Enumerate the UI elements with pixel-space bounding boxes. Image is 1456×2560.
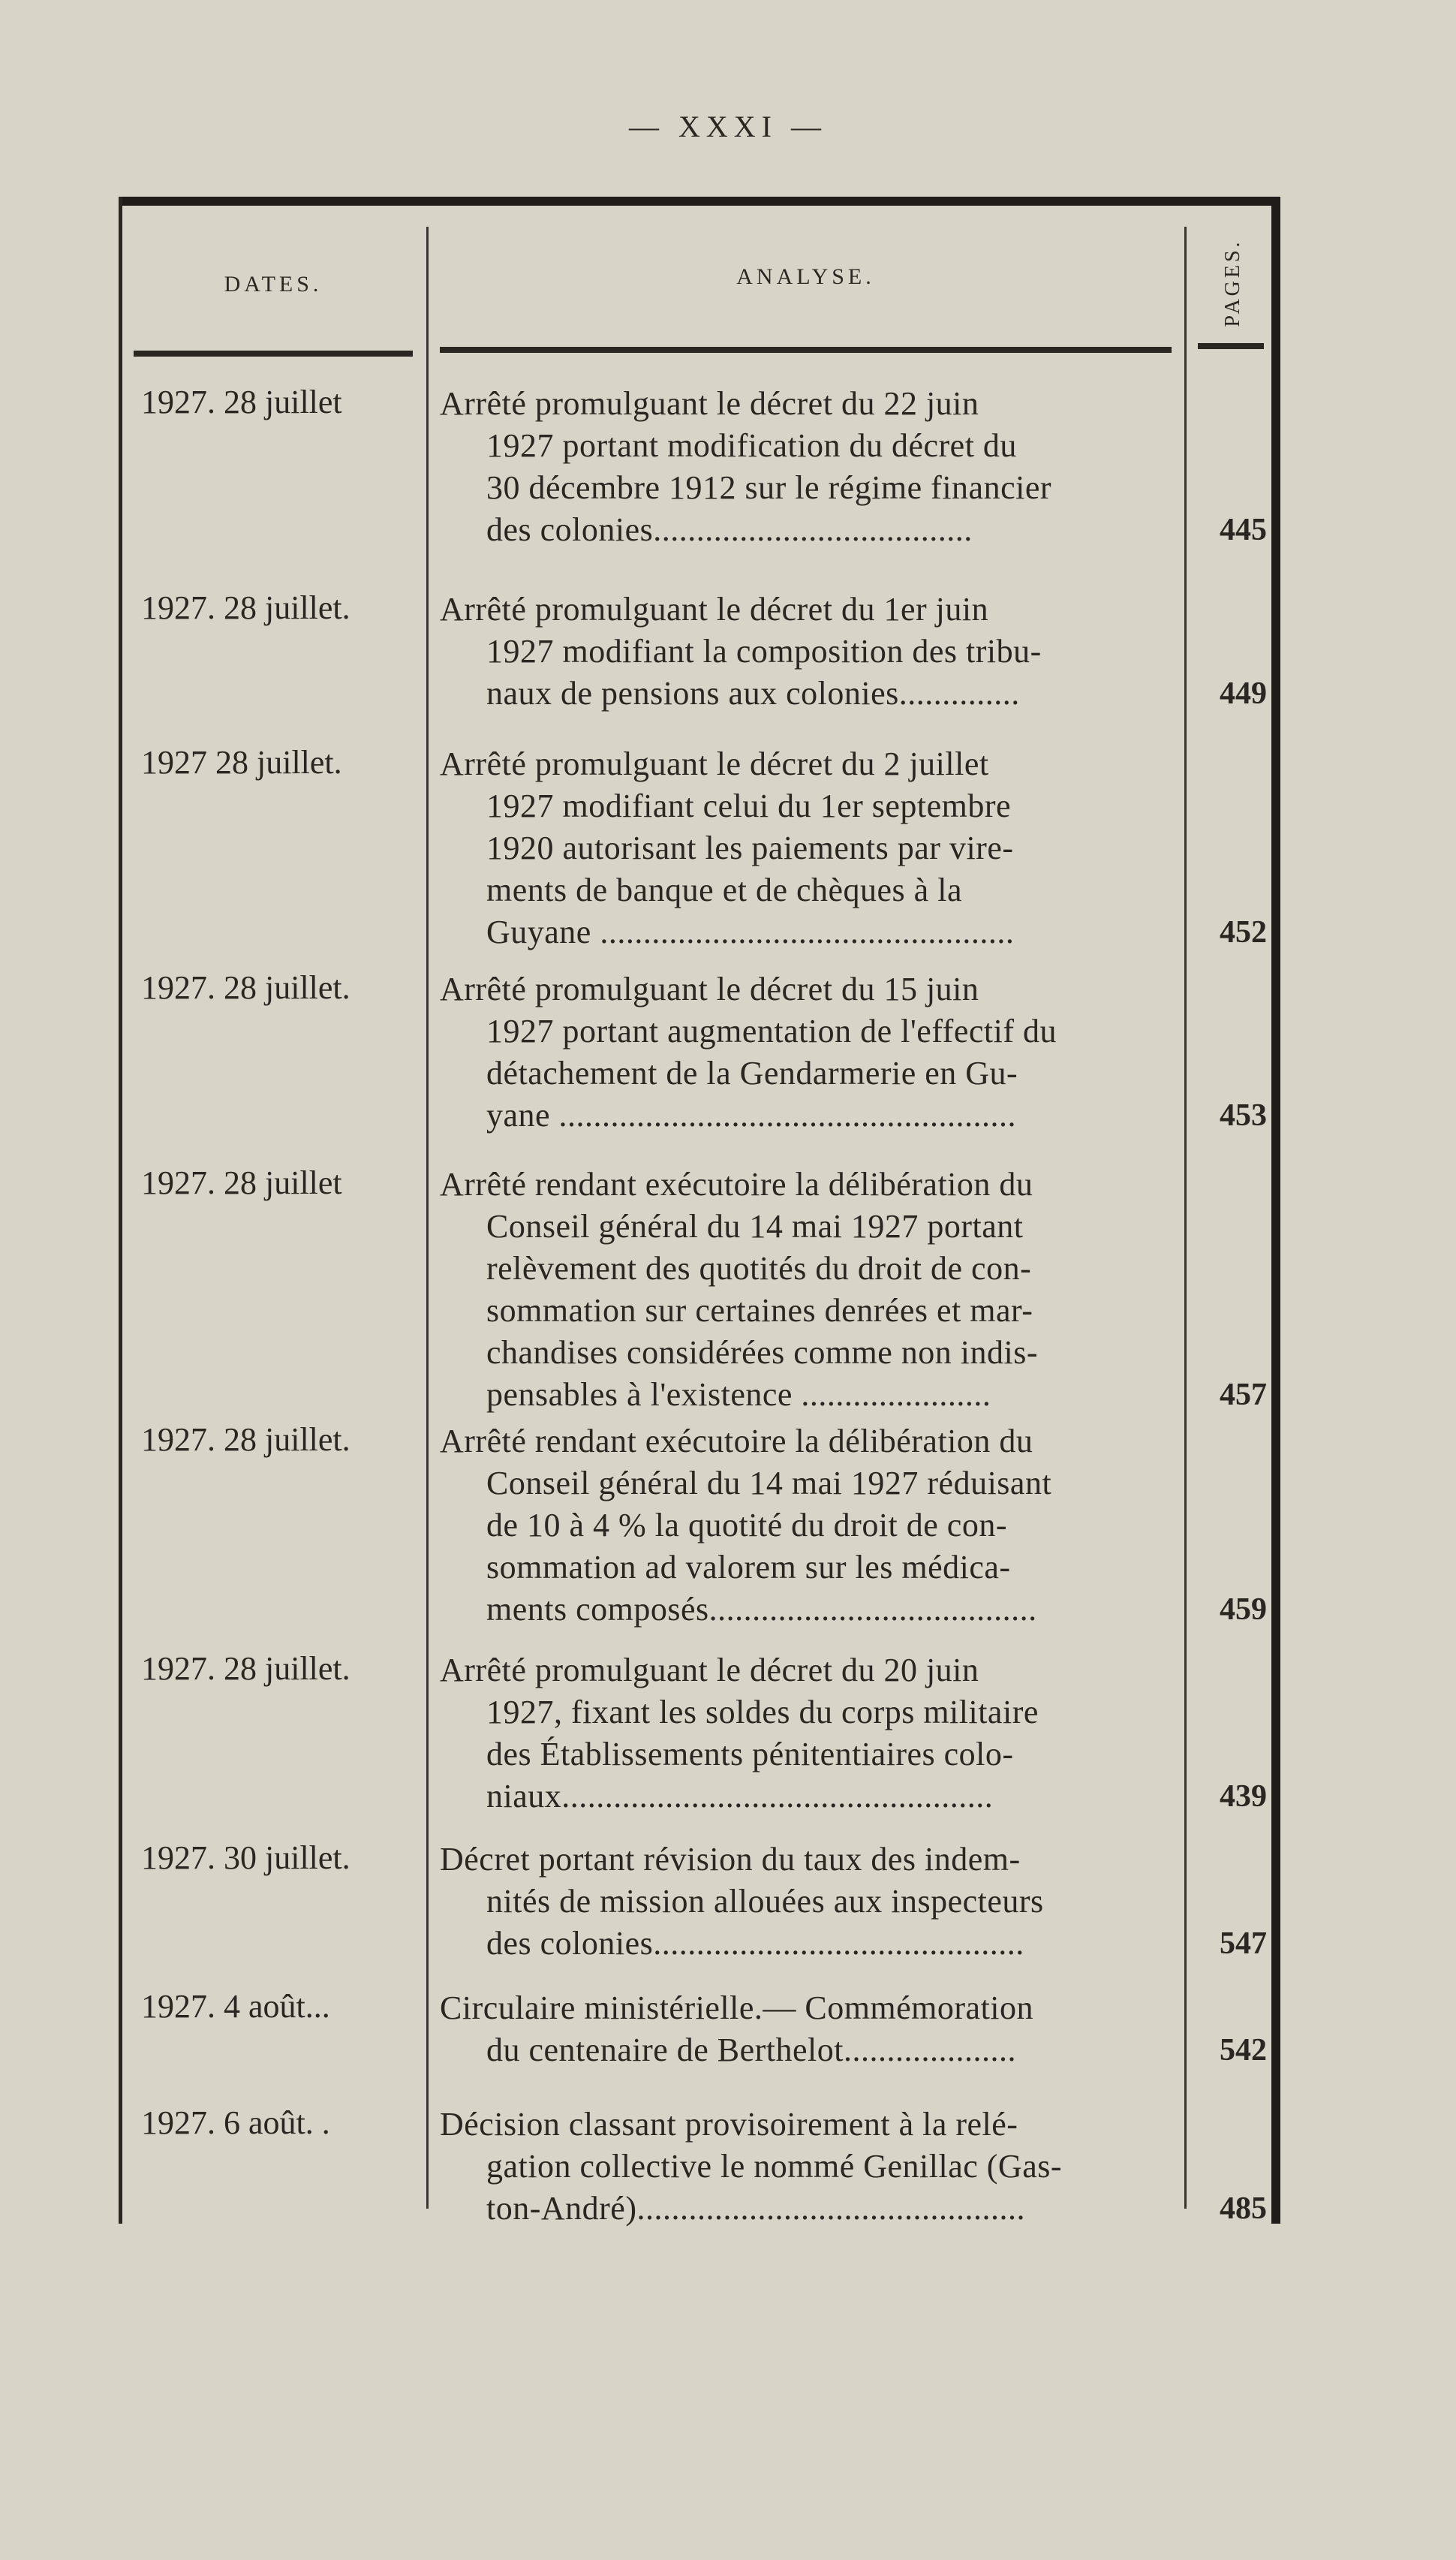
entry-analysis: [440, 2104, 1175, 2230]
column-header-analyse: ANALYSE.: [736, 264, 875, 289]
entry-analysis-line: 1927 modifiant celui du 1er septembre: [486, 788, 1012, 824]
entry-analysis-line: chandises considérées comme non indis-: [486, 1334, 1039, 1371]
entry-page-number: 439: [1220, 1779, 1267, 1814]
table-right-rule: [1271, 197, 1280, 2224]
entry-analysis-line: de 10 à 4 % la quotité du droit de con-: [486, 1507, 1007, 1544]
entry-analysis-line: Arrêté promulguant le décret du 22 juin: [440, 385, 979, 422]
entry-analysis-line: ments de banque et de chèques à la: [486, 872, 962, 908]
entry-date: 1927. 28 juillet.: [141, 1421, 350, 1458]
page-number: — XXXI —: [629, 110, 827, 143]
entry-analysis-line: naux de pensions aux colonies..............: [486, 675, 1020, 712]
entry-analysis-line: détachement de la Gendarmerie en Gu-: [486, 1055, 1018, 1092]
entry-date: 1927. 28 juillet.: [141, 589, 350, 626]
entry-analysis-line: Arrêté rendant exécutoire la délibération du: [440, 1423, 1033, 1459]
entry-page-number: 449: [1220, 676, 1267, 711]
entry-analysis-line: Conseil général du 14 mai 1927 réduisant: [486, 1465, 1052, 1501]
column-header-pages: [1207, 230, 1259, 336]
entry-analysis-line: niaux..................................................: [486, 1778, 994, 1815]
entry-analysis-line: du centenaire de Berthelot....................: [486, 2031, 1017, 2068]
entry-date: 1927. 28 juillet: [141, 384, 342, 420]
header-rule-dates: [134, 351, 413, 357]
entry-analysis-line: gation collective le nommé Genillac (Gas-: [486, 2148, 1062, 2185]
entry-analysis-line: Décret portant révision du taux des indem-: [440, 1841, 1021, 1878]
entry-analysis-line: pensables à l'existence ......................: [486, 1376, 991, 1413]
column-divider-dates: [426, 227, 429, 2209]
entry-analysis: [440, 1987, 1175, 2071]
entry-page-number: 542: [1220, 2033, 1267, 2068]
entry-analysis: [440, 1420, 1175, 1631]
entry-page-number: 457: [1220, 1378, 1267, 1412]
entry-analysis-line: Conseil général du 14 mai 1927 portant: [486, 1208, 1024, 1245]
entry-analysis-line: Guyane ................................................: [486, 914, 1015, 950]
column-header-pages-label: PAGES.: [1221, 239, 1244, 327]
entry-analysis-line: Arrêté promulguant le décret du 15 juin: [440, 971, 979, 1007]
entry-analysis-line: yane .....................................................: [486, 1097, 1017, 1134]
entry-page-number: 453: [1220, 1098, 1267, 1133]
entry-date: 1927. 6 août. .: [141, 2104, 330, 2141]
entry-analysis: [440, 589, 1175, 715]
table-top-rule: [119, 197, 1280, 206]
entry-analysis-line: Arrêté promulguant le décret du 2 juillet: [440, 745, 989, 782]
entry-analysis-line: nités de mission allouées aux inspecteurs: [486, 1883, 1044, 1920]
entry-page-number: 459: [1220, 1592, 1267, 1627]
table-left-rule: [119, 197, 122, 2224]
entry-analysis-line: Circulaire ministérielle.— Commémoration: [440, 1989, 1034, 2026]
column-header-dates: DATES.: [224, 272, 323, 297]
entry-analysis-line: des colonies...........................................: [486, 1925, 1024, 1962]
header-rule-analyse: [440, 347, 1172, 353]
entry-analysis-line: 1927 portant modification du décret du: [486, 427, 1017, 464]
entry-analysis-line: des Établissements pénitentiaires colo-: [486, 1736, 1014, 1772]
entry-page-number: 547: [1220, 1926, 1267, 1961]
entry-analysis-line: 1920 autorisant les paiements par vire-: [486, 830, 1014, 866]
entry-analysis: [440, 383, 1175, 551]
index-table: [119, 197, 1280, 2227]
entry-date: 1927. 4 août...: [141, 1988, 330, 2025]
entry-analysis-line: Arrêté promulguant le décret du 1er juin: [440, 591, 989, 628]
entry-analysis-line: 1927 portant augmentation de l'effectif du: [486, 1013, 1057, 1050]
entry-page-number: 452: [1220, 915, 1267, 950]
entry-date: 1927 28 juillet.: [141, 744, 342, 781]
entry-page-number: 445: [1220, 513, 1267, 547]
entry-analysis-line: sommation ad valorem sur les médica-: [486, 1549, 1011, 1586]
entry-analysis-line: des colonies.....................................: [486, 511, 973, 548]
entry-analysis: [440, 968, 1175, 1137]
entry-date: 1927. 30 juillet.: [141, 1839, 350, 1876]
entry-date: 1927. 28 juillet.: [141, 969, 350, 1006]
entry-analysis-line: relèvement des quotités du droit de con-: [486, 1250, 1032, 1287]
entry-analysis: [440, 1164, 1175, 1416]
entry-analysis: [440, 743, 1175, 953]
entry-analysis-line: Arrêté rendant exécutoire la délibération du: [440, 1166, 1033, 1203]
entry-page-number: 485: [1220, 2191, 1267, 2226]
header-rule-pages: [1198, 343, 1264, 349]
column-divider-pages: [1184, 227, 1187, 2209]
entry-date: 1927. 28 juillet.: [141, 1650, 350, 1687]
entry-analysis-line: Arrêté promulguant le décret du 20 juin: [440, 1652, 979, 1688]
entry-analysis-line: Décision classant provisoirement à la relé-: [440, 2106, 1018, 2143]
entry-analysis-line: sommation sur certaines denrées et mar-: [486, 1292, 1033, 1329]
entry-date: 1927. 28 juillet: [141, 1164, 342, 1201]
entry-analysis: [440, 1839, 1175, 1965]
entry-analysis-line: 1927, fixant les soldes du corps militaire: [486, 1694, 1039, 1730]
entry-analysis-line: ments composés......................................: [486, 1591, 1037, 1628]
entry-analysis: [440, 1649, 1175, 1818]
entry-analysis-line: ton-André).............................................: [486, 2190, 1025, 2227]
entry-analysis-line: 1927 modifiant la composition des tribu-: [486, 633, 1042, 670]
entry-analysis-line: 30 décembre 1912 sur le régime financier: [486, 469, 1052, 506]
